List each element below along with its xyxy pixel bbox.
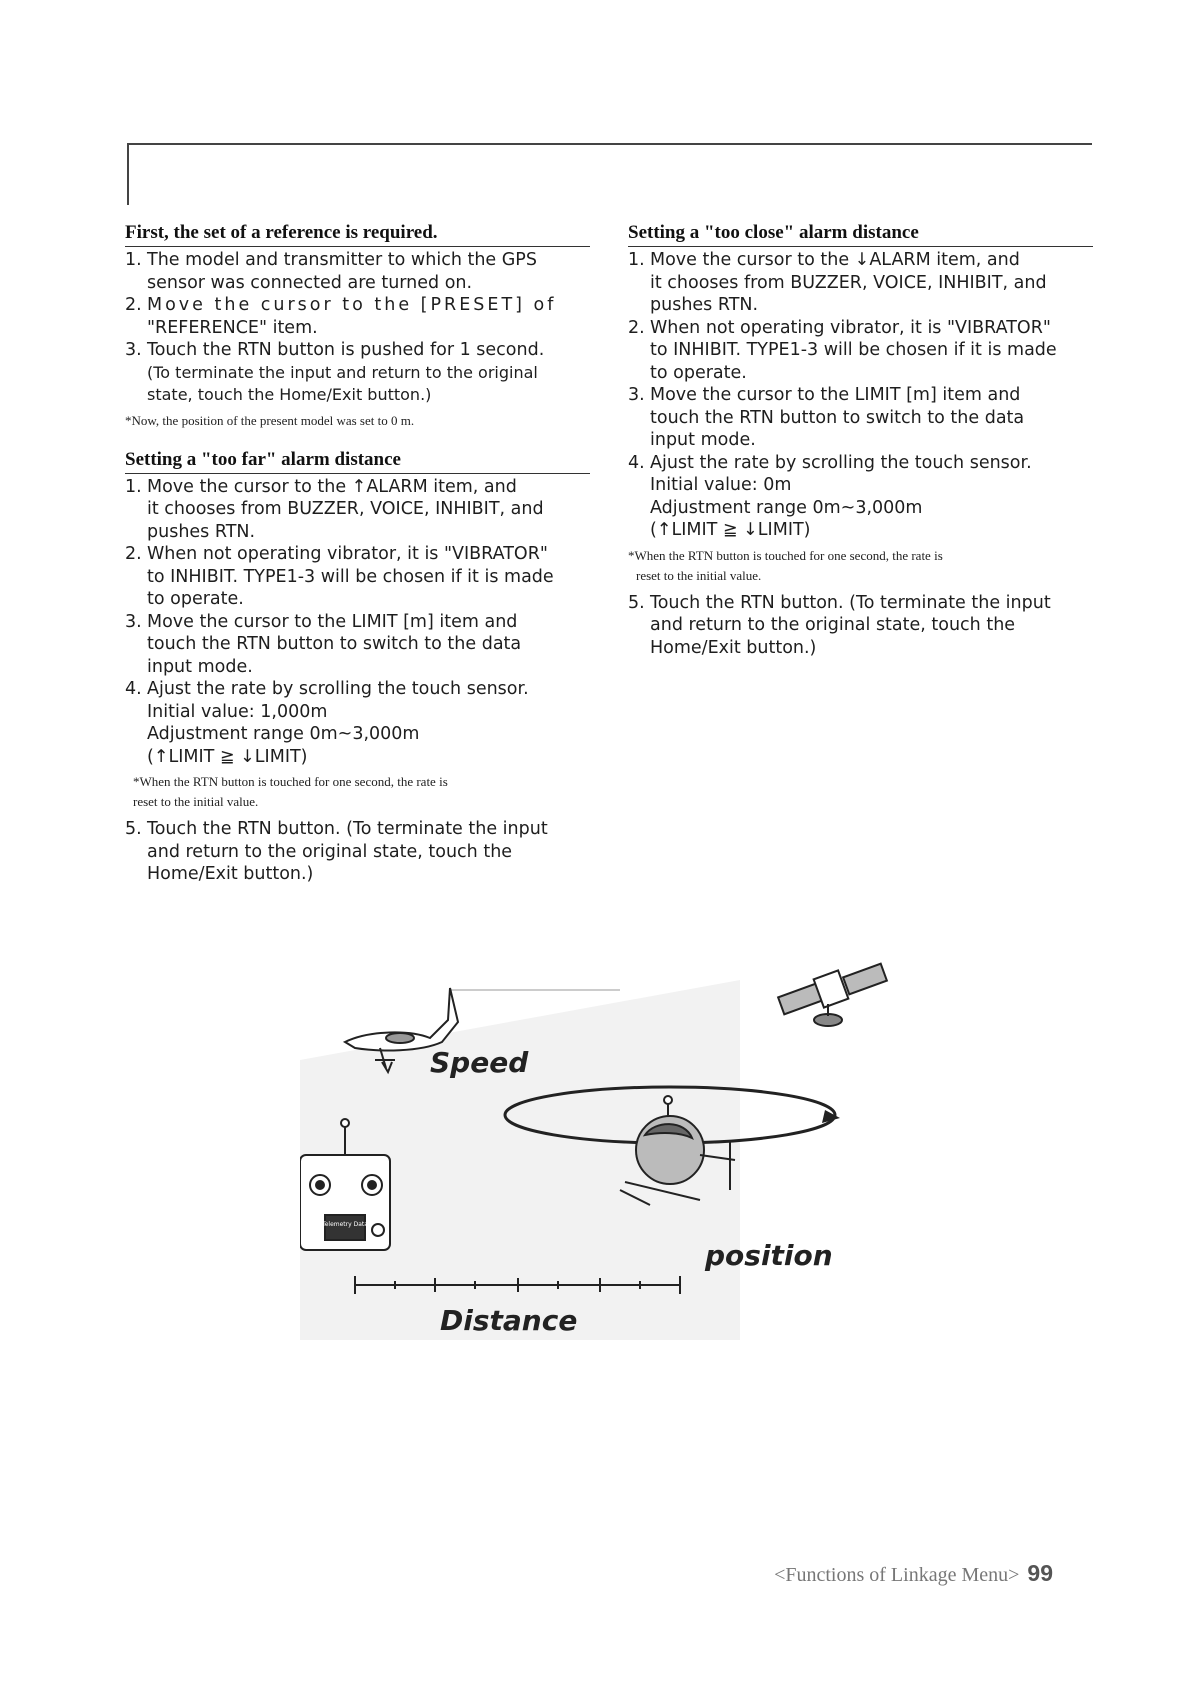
list-item [125,249,590,294]
step-text: Touch the RTN button. (To terminate the input [650,592,1051,613]
step-text: pushes RTN. [650,295,759,315]
step-text: pushes RTN. [147,521,256,542]
page-footer [774,1560,1053,1587]
satellite-icon [778,964,887,1026]
step-number: 3. [628,385,645,405]
step-text: to operate. [650,362,747,383]
step-number: 1. [628,250,645,270]
step-text: "REFERENCE" item. [147,317,318,338]
illustration-svg [300,960,940,1360]
telemetry-illustration [300,960,940,1360]
step-text: Home/Exit button.) [650,637,817,658]
left-column [125,222,590,886]
step-text: Move the cursor to the ↑ALARM item, and [147,476,517,497]
step-text: Ajust the rate by scrolling the touch sensor. [650,452,1032,473]
step-text: The model and transmitter to which the GPS [147,250,537,270]
step-number: 3. [125,611,142,632]
step-number: 2. [628,317,645,338]
list-item [628,249,1093,317]
step-text: When not operating vibrator, it is "VIBRATOR" [650,317,1051,338]
step-text: to INHIBIT. TYPE1-3 will be chosen if it is made [650,340,1057,360]
header-frame-top-rule [127,143,1092,145]
step-text: (To terminate the input and return to the original [147,362,538,382]
list-item [125,611,590,679]
step-number: 1. [125,250,142,270]
note-line: reset to the initial value. [636,567,762,583]
note-line: *When the RTN button is touched for one second, the rate is [133,774,448,789]
step-text: to operate. [147,589,244,609]
section-title-too-close: Setting a "too close" alarm distance [628,222,1093,247]
list-item [125,818,590,886]
step-text: input mode. [650,430,756,450]
list-item [125,339,590,407]
list-item [628,592,1093,660]
too-far-step5 [125,818,590,886]
step-text: Initial value: 0m [650,475,792,495]
step-text: Move the cursor to the ↓ALARM item, and [650,250,1020,270]
step-text: Ajust the rate by scrolling the touch sensor. [147,679,529,699]
section-title-reference: First, the set of a reference is required. [125,222,590,247]
step-number: 3. [125,340,142,360]
step-text: touch the RTN button to switch to the data [650,407,1025,428]
reference-steps [125,249,590,407]
step-number: 4. [125,679,142,699]
reference-note: *Now, the position of the present model was set to 0 m. [125,412,415,428]
step-text: Adjustment range 0m~3,000m [147,724,420,744]
position-label: position [705,1239,833,1272]
list-item [628,452,1093,542]
step-text: Initial value: 1,000m [147,701,328,722]
step-text: sensor was connected are turned on. [147,272,473,293]
header-frame-left-rule [127,143,129,205]
step-text: Touch the RTN button is pushed for 1 second. [147,340,545,360]
step-number: 5. [628,592,645,613]
step-text: Move the cursor to the [PRESET] of [147,295,557,315]
step-text: to INHIBIT. TYPE1-3 will be chosen if it is made [147,566,554,587]
right-column [628,222,1093,659]
list-item [125,678,590,768]
step-text: and return to the original state, touch the [147,841,513,862]
step-text: Home/Exit button.) [147,864,314,884]
step-text: touch the RTN button to switch to the data [147,634,522,654]
step-text: When not operating vibrator, it is "VIBRATOR" [147,544,548,564]
distance-label: Distance [440,1304,578,1337]
too-far-steps [125,476,590,769]
step-number: 1. [125,476,142,497]
too-close-step5 [628,592,1093,660]
step-number: 2. [125,544,142,564]
section-title-too-far: Setting a "too far" alarm distance [125,449,590,474]
step-text: input mode. [147,656,253,677]
step-text: Move the cursor to the LIMIT [m] item and [147,611,518,632]
step-text: it chooses from BUZZER, VOICE, INHIBIT, and [650,272,1047,293]
too-close-note [628,546,1093,586]
step-text: it chooses from BUZZER, VOICE, INHIBIT, and [147,499,544,519]
speed-label: Speed [430,1046,529,1079]
note-line: *When the RTN button is touched for one second, the rate is [628,547,943,563]
step-number: 5. [125,819,142,839]
note-line: reset to the initial value. [133,794,259,809]
list-item [125,294,590,339]
list-item [125,476,590,544]
list-item [628,384,1093,452]
too-far-note [125,772,590,812]
step-text: Move the cursor to the LIMIT [m] item and [650,385,1021,405]
step-text: (↑LIMIT ≧ ↓LIMIT) [650,520,811,540]
step-number: 2. [125,295,142,315]
too-close-steps [628,249,1093,542]
step-text: state, touch the Home/Exit button.) [147,385,432,404]
step-text: (↑LIMIT ≧ ↓LIMIT) [147,746,308,767]
list-item [628,317,1093,385]
step-text: and return to the original state, touch the [650,615,1016,635]
step-text: Touch the RTN button. (To terminate the input [147,819,548,839]
transmitter-screen-label: Telemetry Data [322,1221,368,1228]
footer-section-title: <Functions of Linkage Menu> [774,1564,1020,1586]
step-number: 4. [628,452,645,473]
page-number: 99 [1027,1560,1053,1586]
list-item [125,543,590,611]
step-text: Adjustment range 0m~3,000m [650,497,923,518]
